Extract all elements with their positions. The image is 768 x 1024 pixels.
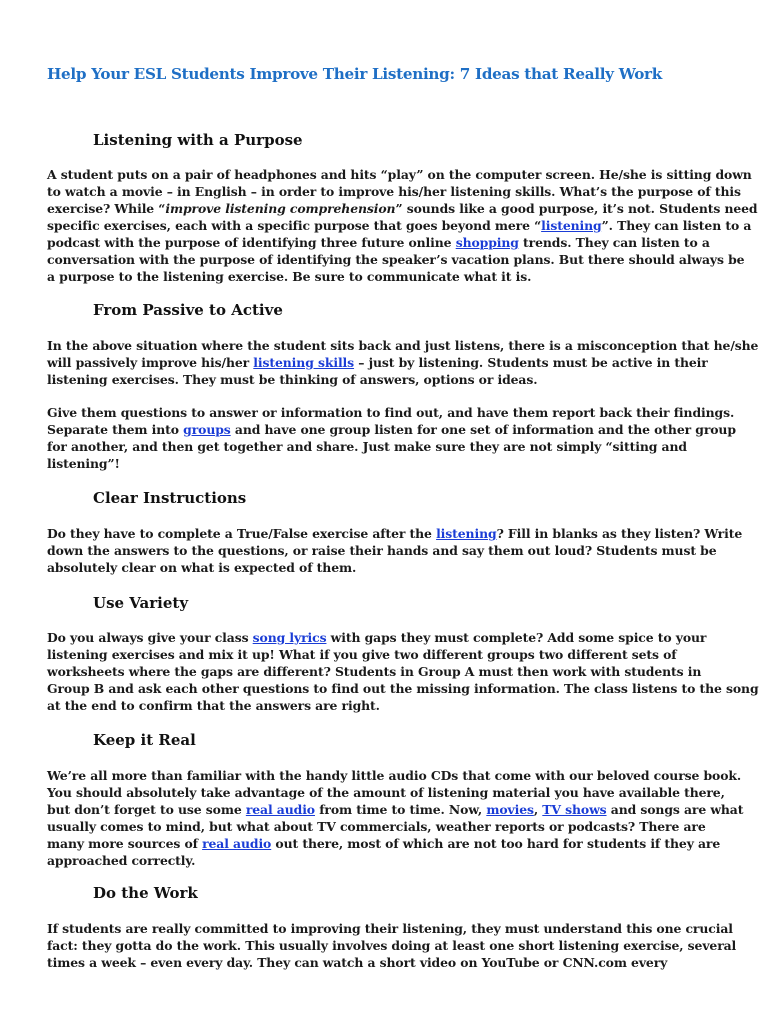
section-heading-clear-instructions: Clear Instructions [93, 489, 247, 507]
text-line: usually comes to mind, but what about TV commercials, weather reports or podcasts? There are [47, 819, 706, 834]
paragraph-passive-to-active-1 [47, 337, 759, 388]
link-groups[interactable]: groups [183, 422, 231, 437]
section-heading-passive-to-active: From Passive to Active [93, 301, 283, 319]
text-line: listening exercises. They must be thinking of answers, options or ideas. [47, 372, 538, 387]
text-line: Do you always give your class song lyrics with gaps they must complete? Add some spice to your [47, 630, 707, 645]
section-heading-listening-with-a-purpose: Listening with a Purpose [93, 131, 303, 149]
text-line: Separate them into groups and have one group listen for one set of information and the other group [47, 422, 736, 437]
paragraph-do-the-work [47, 920, 737, 971]
text-line: at the end to confirm that the answers are right. [47, 698, 380, 713]
text-line: conversation with the purpose of identifying the speaker’s vacation plans. But there should always be [47, 252, 745, 267]
text-line: will passively improve his/her listening skills – just by listening. Students must be active in their [47, 355, 708, 370]
section-heading-keep-it-real: Keep it Real [93, 731, 196, 749]
paragraph-use-variety [47, 629, 759, 714]
text-line: times a week – even every day. They can watch a short video on YouTube or CNN.com every [47, 955, 668, 970]
paragraph-passive-to-active-2 [47, 404, 736, 472]
text-line: A student puts on a pair of headphones and hits “play” on the computer screen. He/she is sitting down [47, 167, 752, 182]
text-line: Give them questions to answer or information to find out, and have them report back their findings. [47, 405, 735, 420]
article-title: Help Your ESL Students Improve Their Listening: 7 Ideas that Really Work [47, 65, 662, 83]
text-line: If students are really committed to improving their listening, they must understand this one crucial [47, 921, 733, 936]
text-line: to watch a movie – in English – in order to improve his/her listening skills. What’s the purpose of this [47, 184, 741, 199]
text-line: down the answers to the questions, or raise their hands and say them out loud? Students must be [47, 543, 717, 558]
emphasis-text: improve listening comprehension [165, 201, 396, 216]
text-line: You should absolutely take advantage of the amount of listening material you have available there, [47, 785, 725, 800]
paragraph-clear-instructions [47, 525, 743, 576]
link-real-audio[interactable]: real audio [202, 836, 272, 851]
text-line: listening exercises and mix it up! What if you give two different groups two different sets of [47, 647, 677, 662]
paragraph-keep-it-real [47, 767, 744, 869]
link-shopping[interactable]: shopping [455, 235, 519, 250]
link-listening[interactable]: listening [436, 526, 497, 541]
link-listening-skills[interactable]: listening skills [253, 355, 355, 370]
text-line: listening”! [47, 456, 120, 471]
text-line: fact: they gotta do the work. This usually involves doing at least one short listening exercise, several [47, 938, 737, 953]
text-line: Group B and ask each other questions to find out the missing information. The class listens to the song [47, 681, 759, 696]
link-tv-shows[interactable]: TV shows [542, 802, 607, 817]
text-line: specific exercises, each with a specific purpose that goes beyond mere “listening”. They can listen to a [47, 218, 752, 233]
text-line: In the above situation where the student sits back and just listens, there is a misconception that he/she [47, 338, 759, 353]
text-line: but don’t forget to use some real audio from time to time. Now, movies, TV shows and songs are what [47, 802, 744, 817]
text-line: worksheets where the gaps are different? Students in Group A must then work with students in [47, 664, 702, 679]
link-listening[interactable]: listening [541, 218, 602, 233]
section-heading-use-variety: Use Variety [93, 594, 189, 612]
text-line: exercise? While “improve listening comprehension” sounds like a good purpose, it’s not. Students need [47, 201, 758, 216]
text-line: approached correctly. [47, 853, 196, 868]
text-line: podcast with the purpose of identifying three future online shopping trends. They can listen to a [47, 235, 710, 250]
link-movies[interactable]: movies [486, 802, 534, 817]
text-line: absolutely clear on what is expected of them. [47, 560, 357, 575]
text-line: for another, and then get together and share. Just make sure they are not simply “sitting and [47, 439, 687, 454]
text-line: a purpose to the listening exercise. Be sure to communicate what it is. [47, 269, 532, 284]
text-line: Do they have to complete a True/False exercise after the listening? Fill in blanks as they listen? Write [47, 526, 743, 541]
link-song-lyrics[interactable]: song lyrics [252, 630, 327, 645]
paragraph-listening-with-a-purpose [47, 166, 758, 285]
text-line: many more sources of real audio out there, most of which are not too hard for students if they are [47, 836, 721, 851]
section-heading-do-the-work: Do the Work [93, 884, 198, 902]
link-real-audio[interactable]: real audio [245, 802, 315, 817]
text-line: We’re all more than familiar with the handy little audio CDs that come with our beloved course book. [47, 768, 742, 783]
